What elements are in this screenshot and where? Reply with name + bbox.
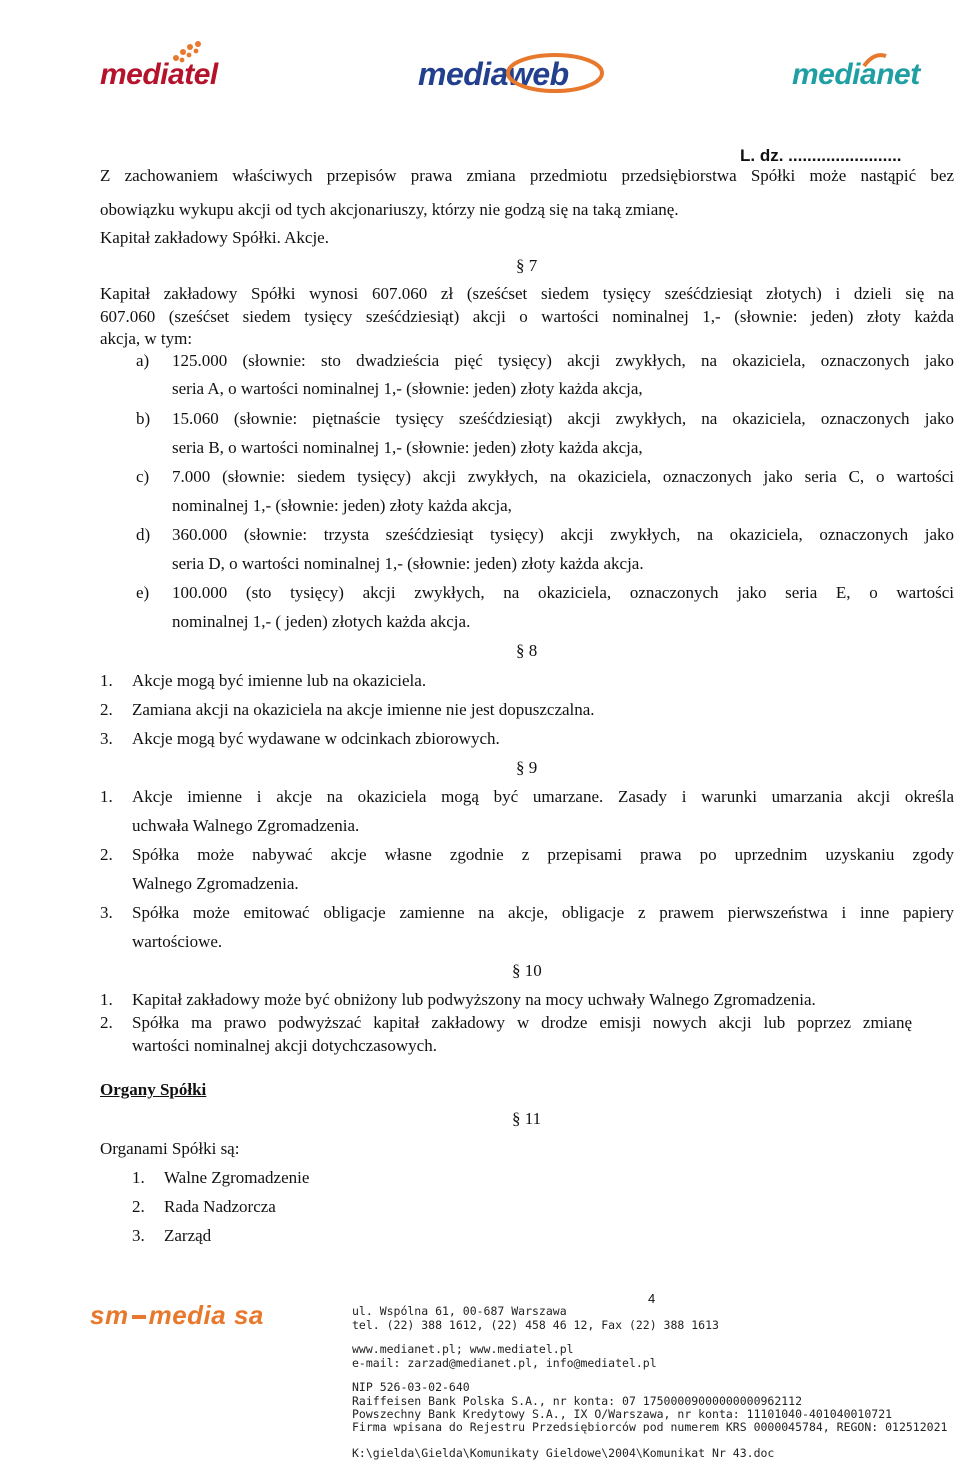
list-marker: 1.	[100, 787, 113, 806]
list-item-line-1: Spółka może emitować obligacje zamienne na akcje, obligacje z prawem pierwszeństwa i inne papiery	[132, 903, 954, 922]
company-address: ul. Wspólna 61, 00-687 Warszawa	[352, 1304, 567, 1318]
paragraph-11-heading: § 11	[512, 1109, 542, 1128]
paragraph-10-heading: § 10	[512, 961, 542, 980]
list-item-line-1: 360.000 (słownie: trzysta sześćdziesiąt tysięcy) akcji zwykłych, na okaziciela, oznaczonych jako	[172, 525, 954, 544]
list-item-line-1: 7.000 (słownie: siedem tysięcy) akcji zwykłych, na okaziciela, oznaczonych jako seria C, o wartości	[172, 467, 954, 486]
list-marker: 2.	[100, 845, 113, 864]
list-item-line-2: nominalnej 1,- ( jeden) złotych każda akcja.	[172, 612, 471, 631]
list-item: Akcje mogą być imienne lub na okaziciela.	[132, 671, 427, 690]
company-website-link[interactable]: www.medianet.pl; www.mediatel.pl	[352, 1342, 574, 1356]
sm-media-logo-mid: media	[148, 1300, 227, 1330]
list-item-line-2: Walnego Zgromadzenia.	[132, 874, 299, 893]
medianet-logo-text: medianet	[792, 58, 920, 91]
section-title-organs: Organy Spółki	[100, 1080, 207, 1099]
list-marker: 2.	[100, 700, 113, 719]
bank-account-2: Powszechny Bank Kredytowy S.A., IX O/Warszawa, nr konta: 11101040-401040010721	[352, 1407, 893, 1421]
intro-line-2: obowiązku wykupu akcji od tych akcjonariuszy, którzy nie godzą się na taką zmianę.	[100, 200, 679, 219]
sm-media-logo-right: sa	[233, 1300, 264, 1330]
list-item-line-1: Kapitał zakładowy może być obniżony lub podwyższony na mocy uchwały Walnego Zgromadzenia.	[132, 990, 816, 1009]
list-item-line-1: 125.000 (słownie: sto dwadzieścia pięć tysięcy) akcji zwykłych, na okaziciela, oznaczonych jako	[172, 351, 954, 370]
list-marker: e)	[136, 583, 150, 602]
reference-number: L. dz. ........................	[740, 146, 902, 165]
list-item-line-1: Spółka może nabywać akcje własne zgodnie z przepisami prawa po uprzednim uzyskaniu zgody	[132, 845, 954, 864]
list-item-line-2: wartości nominalnej akcji dotychczasowych.	[132, 1036, 437, 1055]
section-title-capital: Kapitał zakładowy Spółki. Akcje.	[100, 228, 329, 247]
list-item-line-2: nominalnej 1,- (słownie: jeden) złoty każda akcja,	[172, 496, 512, 515]
list-item-line-1: 100.000 (sto tysięcy) akcji zwykłych, na okaziciela, oznaczonych jako seria E, o wartości	[172, 583, 954, 602]
paragraph-8-heading: § 8	[516, 641, 538, 660]
list-marker: 2.	[100, 1013, 113, 1032]
list-item: Zamiana akcji na okaziciela na akcje imienne nie jest dopuszczalna.	[132, 700, 595, 719]
paragraph-9-heading: § 9	[516, 758, 538, 777]
mediaweb-swoosh-icon	[505, 50, 605, 96]
list-marker: c)	[136, 467, 150, 486]
document-file-path: K:\gielda\Gielda\Komunikaty Gieldowe\2004\Komunikat Nr 43.doc	[352, 1446, 775, 1460]
list-item-line-1: 15.060 (słownie: piętnaście tysięcy sześćdziesiąt) akcji zwykłych, na okaziciela, oznaczonych jako	[172, 409, 954, 428]
list-marker: a)	[136, 351, 150, 370]
list-marker: 3.	[132, 1226, 145, 1245]
list-item-line-2: wartościowe.	[132, 932, 223, 951]
list-marker: 1.	[100, 671, 113, 690]
mediatel-logo-text: mediatel	[100, 58, 218, 91]
list-item: Akcje mogą być wydawane w odcinkach zbiorowych.	[132, 729, 500, 748]
page-number: 4	[648, 1291, 656, 1306]
list-item-line-1: Spółka ma prawo podwyższać kapitał zakładowy w drodze emisji nowych akcji lub poprzez zmianę	[132, 1013, 912, 1032]
list-item: Rada Nadzorcza	[164, 1197, 276, 1216]
bank-account-1: Raiffeisen Bank Polska S.A., nr konta: 07 17500009000000000962112	[352, 1394, 803, 1408]
company-phones: tel. (22) 388 1612, (22) 458 46 12, Fax (22) 388 1613	[352, 1318, 719, 1332]
list-item: Zarząd	[164, 1226, 212, 1245]
list-item-line-2: seria A, o wartości nominalnej 1,- (słownie: jeden) złoty każda akcja,	[172, 379, 643, 398]
company-nip: NIP 526-03-02-640	[352, 1380, 470, 1394]
list-item: Walne Zgromadzenie	[164, 1168, 310, 1187]
list-item-line-2: uchwała Walnego Zgromadzenia.	[132, 816, 360, 835]
capital-line-1: Kapitał zakładowy Spółki wynosi 607.060 zł (sześćset siedem tysięcy sześćdziesiąt złotych) i dzieli się na	[100, 284, 954, 303]
list-marker: 2.	[132, 1197, 145, 1216]
list-marker: d)	[136, 525, 151, 544]
mediaweb-logo-right: web	[507, 56, 569, 92]
list-marker: 3.	[100, 729, 113, 748]
list-marker: b)	[136, 409, 151, 428]
intro-line-1: Z zachowaniem właściwych przepisów prawa zmiana przedmiotu przedsiębiorstwa Spółki może nastąpić bez	[100, 166, 954, 185]
paragraph-7-heading: § 7	[516, 256, 538, 275]
capital-line-2: 607.060 (sześćset siedem tysięcy sześćdziesiąt) akcji o wartości nominalnej 1,- (słownie: jeden) złoty każda	[100, 307, 954, 326]
list-item-line-1: Akcje imienne i akcje na okaziciela mogą być umarzane. Zasady i warunki umarzania akcji określa	[132, 787, 954, 806]
organs-intro: Organami Spółki są:	[100, 1139, 240, 1158]
company-registry: Firma wpisana do Rejestru Przedsiębiorców pod numerem KRS 0000045784, REGON: 012512021	[352, 1420, 948, 1434]
list-item-line-2: seria B, o wartości nominalnej 1,- (słownie: jeden) złoty każda akcja,	[172, 438, 643, 457]
list-item-line-2: seria D, o wartości nominalnej 1,- (słownie: jeden) złoty każda akcja.	[172, 554, 644, 573]
sm-media-logo-left: sm	[90, 1300, 129, 1330]
list-marker: 3.	[100, 903, 113, 922]
mediaweb-logo-left: media	[418, 56, 508, 92]
capital-line-3: akcja, w tym:	[100, 329, 193, 348]
list-marker: 1.	[132, 1168, 145, 1187]
list-marker: 1.	[100, 990, 113, 1009]
company-email-link[interactable]: e-mail: zarzad@medianet.pl, info@mediatel.pl	[352, 1356, 657, 1370]
